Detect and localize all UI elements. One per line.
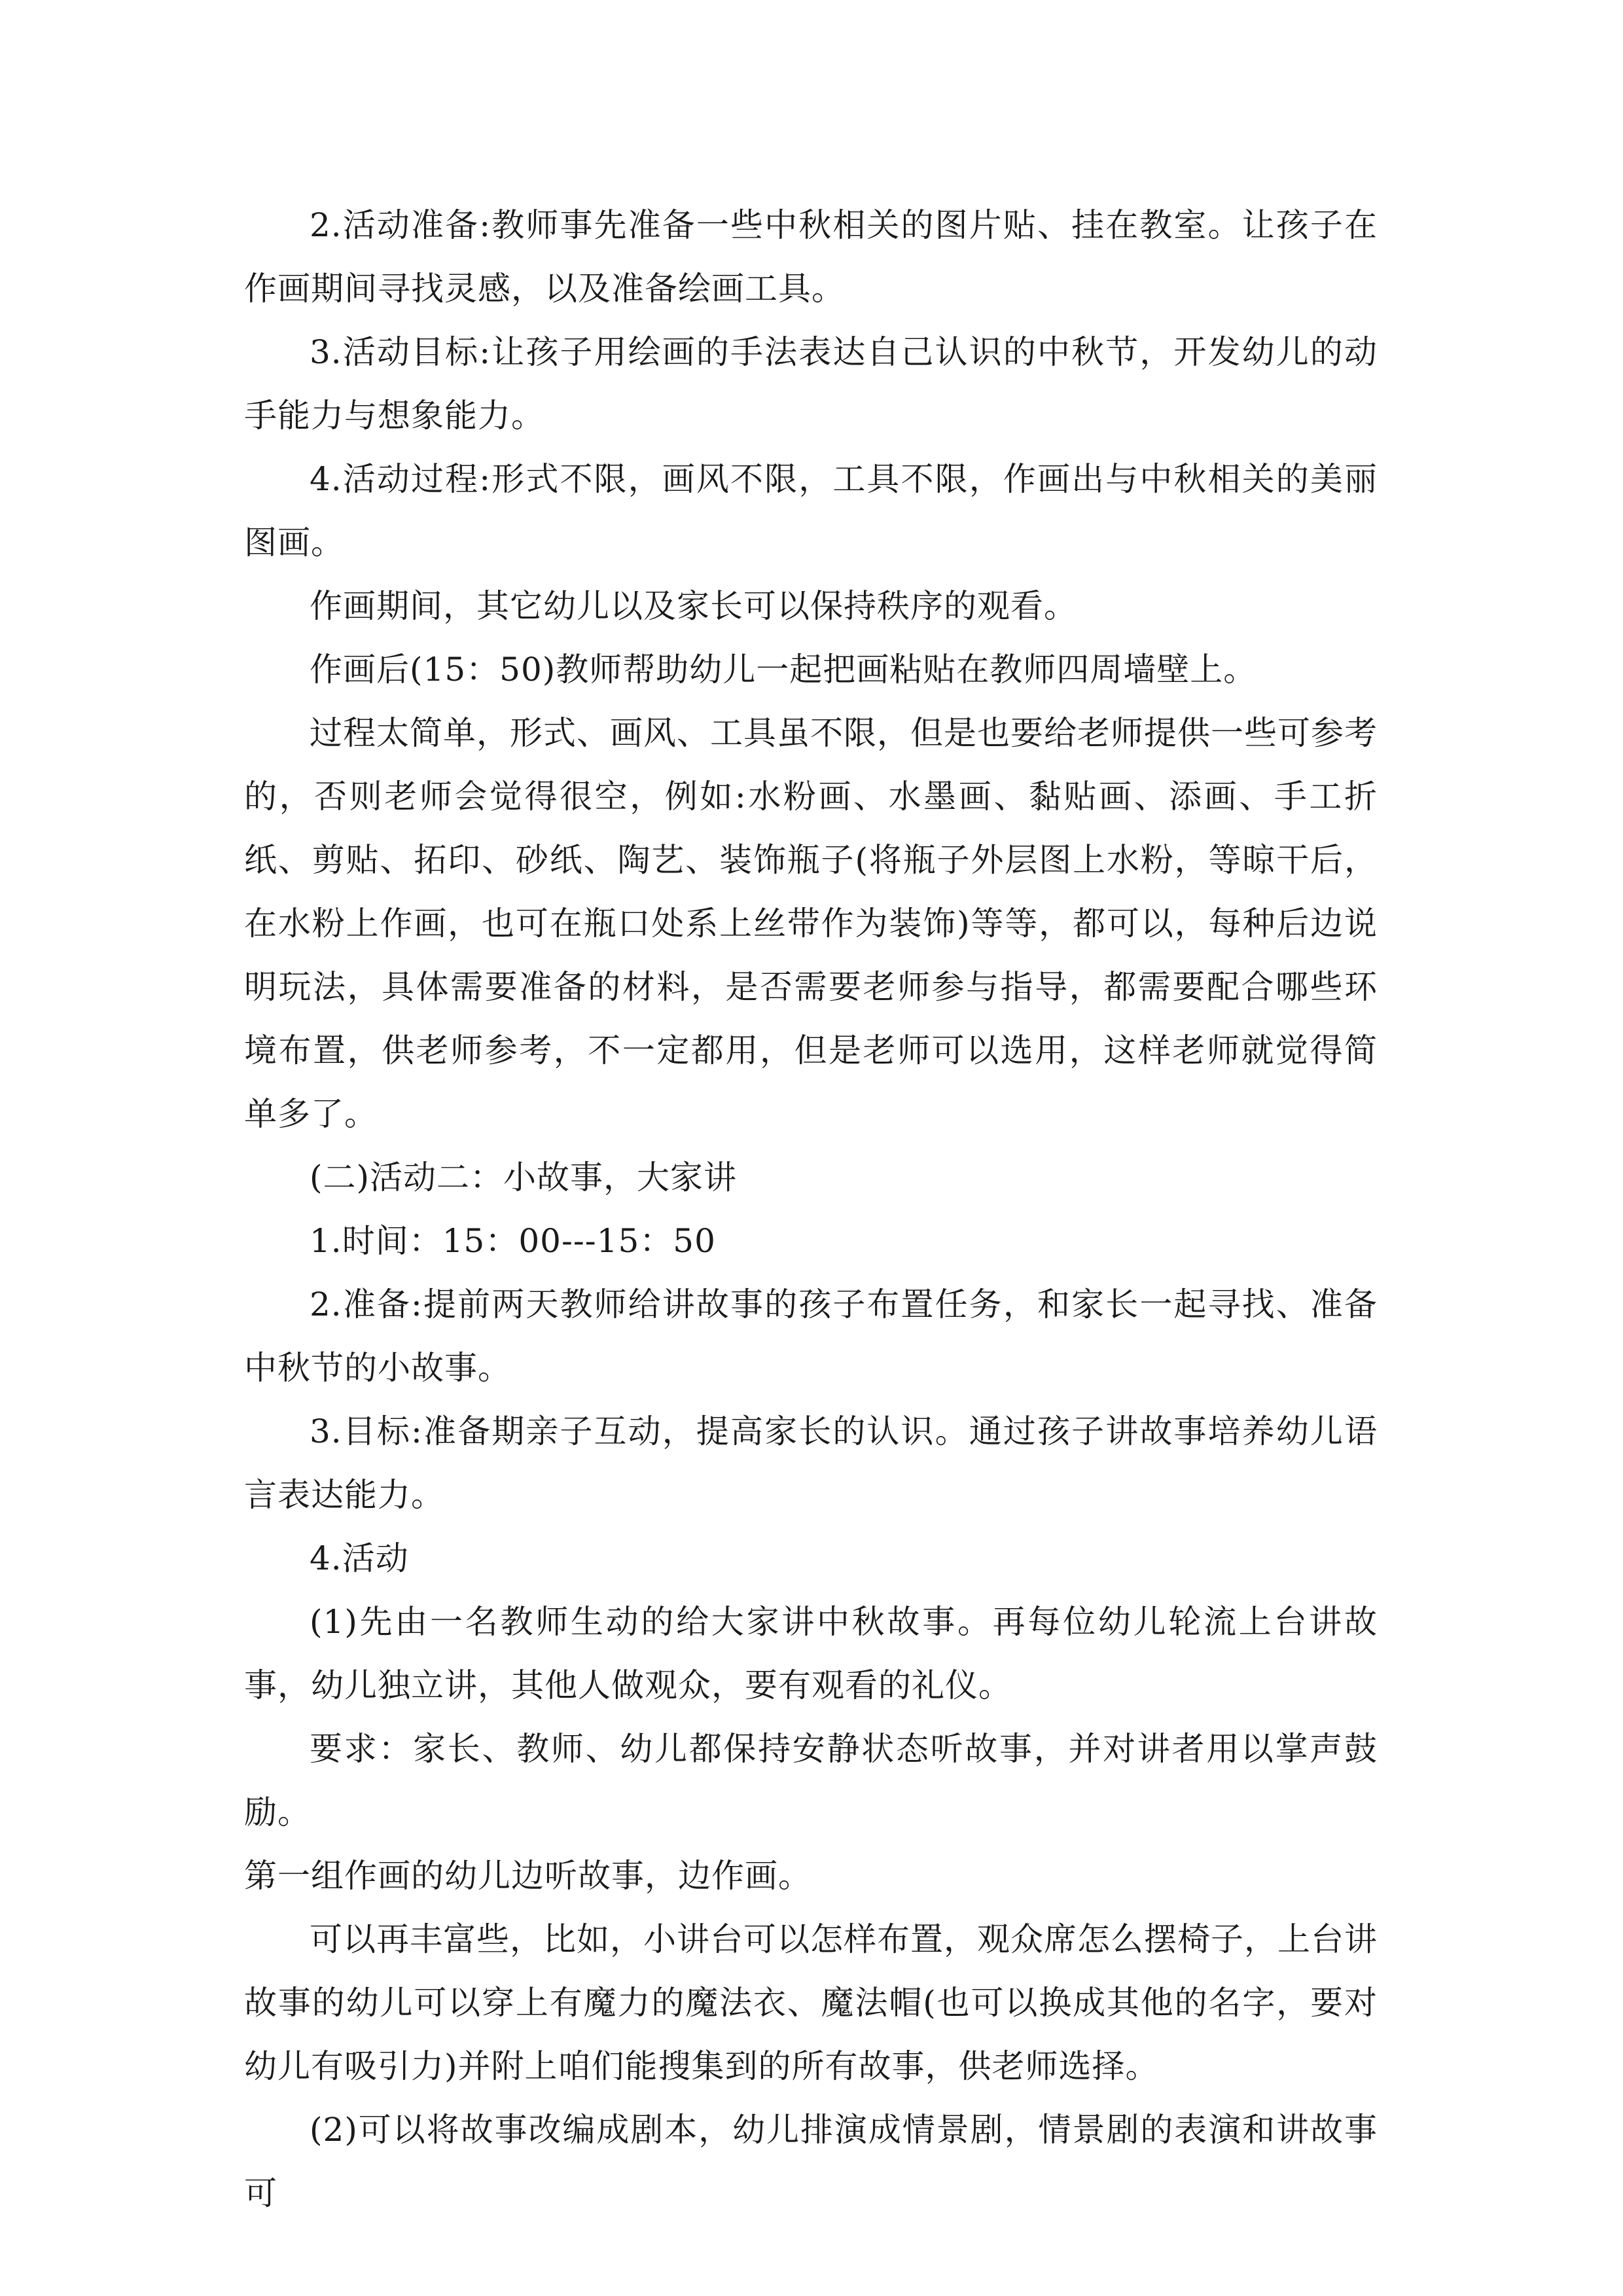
paragraph-activity-heading: 4.活动 <box>310 1539 409 1577</box>
section-heading-activity-two: (二)活动二：小故事，大家讲 <box>310 1158 738 1196</box>
paragraph-time: 1.时间：15：00---15：50 <box>310 1222 716 1260</box>
paragraph-preparation: 2.准备:提前两天教师给讲故事的孩子布置任务，和家长一起寻找、准备中秋节的小故事。 <box>244 1285 1378 1387</box>
paragraph-activity-goal: 3.活动目标:让孩子用绘画的手法表达自己认识的中秋节，开发幼儿的动手能力与想象能力。 <box>244 333 1378 435</box>
paragraph-review-note: 过程太简单，形式、画风、工具虽不限，但是也要给老师提供一些可参考的，否则老师会觉得很空，例如:水粉画、水墨画、黏贴画、添画、手工折纸、剪贴、拓印、砂纸、陶艺、装饰瓶子(将瓶子外层图上水粉，等晾干后，在水粉上作画，也可在瓶口处系上丝带作为装饰)等等，都可以，每种后边说明玩法，具体需要准备的材料，是否需要老师参与指导，都需要配合哪些环境布置，供老师参考，不一定都用，但是老师可以选用，这样老师就觉得简单多了。 <box>244 714 1378 1133</box>
paragraph-after-drawing: 作画后(15：50)教师帮助幼儿一起把画粘贴在教师四周墙壁上。 <box>310 651 1257 689</box>
paragraph-activity-preparation: 2.活动准备:教师事先准备一些中秋相关的图片贴、挂在教室。让孩子在作画期间寻找灵感，以及准备绘画工具。 <box>244 206 1378 308</box>
paragraph-activity-process: 4.活动过程:形式不限，画风不限，工具不限，作画出与中秋相关的美丽图画。 <box>244 460 1378 562</box>
paragraph-step-two: (2)可以将故事改编成剧本，幼儿排演成情景剧，情景剧的表演和讲故事可 <box>244 2111 1378 2212</box>
paragraph-enrichment-note: 可以再丰富些，比如，小讲台可以怎样布置，观众席怎么摆椅子，上台讲故事的幼儿可以穿上有魔力的魔法衣、魔法帽(也可以换成其他的名字，要对幼儿有吸引力)并附上咱们能搜集到的所有故事，供老师选择。 <box>244 1920 1378 2085</box>
paragraph-during-drawing: 作画期间，其它幼儿以及家长可以保持秩序的观看。 <box>310 587 1077 625</box>
paragraph-step-one: (1)先由一名教师生动的给大家讲中秋故事。再每位幼儿轮流上台讲故事，幼儿独立讲，其他人做观众，要有观看的礼仪。 <box>244 1603 1378 1704</box>
paragraph-first-group: 第一组作画的幼儿边听故事，边作画。 <box>244 1857 812 1895</box>
paragraph-requirements: 要求：家长、教师、幼儿都保持安静状态听故事，并对讲者用以掌声鼓励。 <box>244 1730 1378 1831</box>
document-body <box>244 194 1378 2225</box>
paragraph-goal: 3.目标:准备期亲子互动，提高家长的认识。通过孩子讲故事培养幼儿语言表达能力。 <box>244 1412 1378 1514</box>
